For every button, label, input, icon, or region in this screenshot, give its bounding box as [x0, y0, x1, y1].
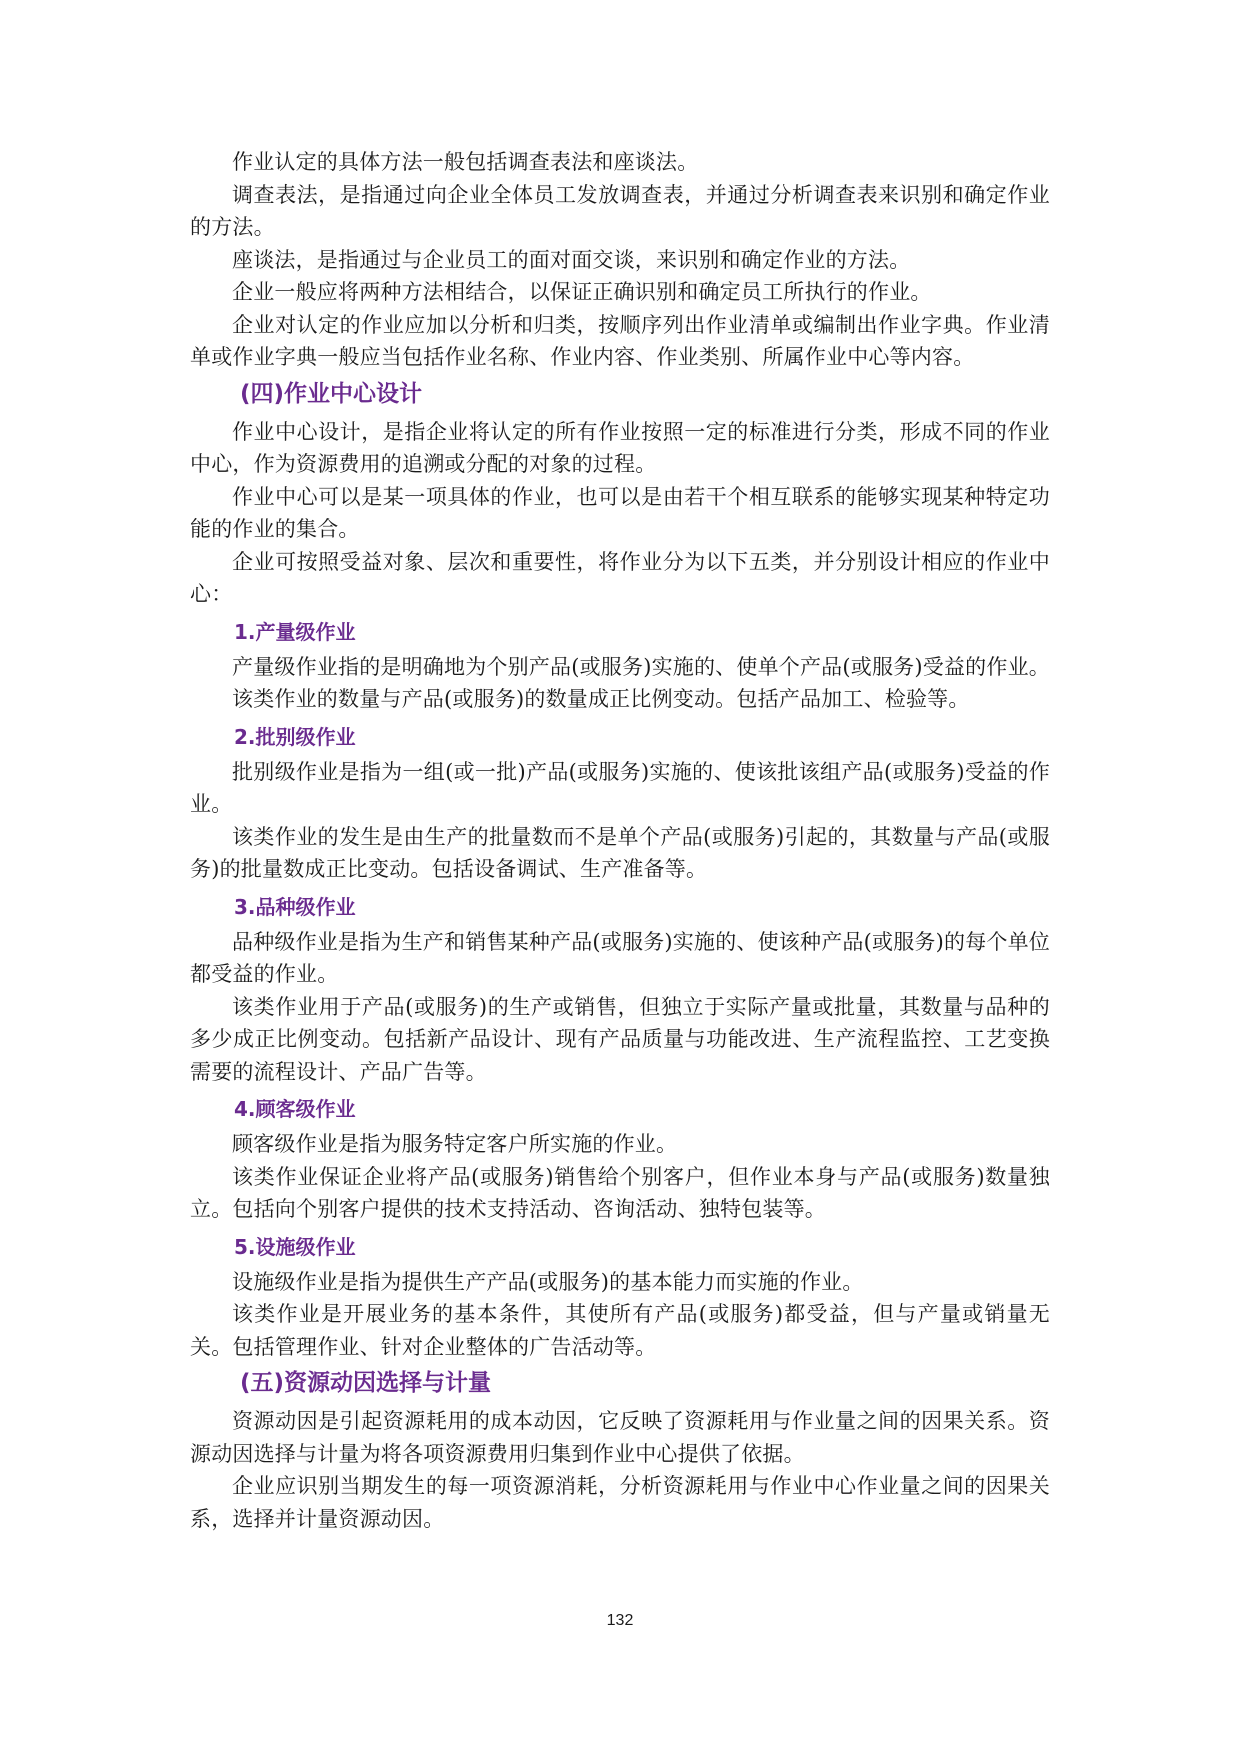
section-heading-activity-center-design: (四)作业中心设计: [240, 380, 423, 407]
subsection-paragraph: 品种级作业是指为生产和销售某种产品(或服务)实施的、使该种产品(或服务)的每个单位都受益的作业。: [190, 929, 1050, 986]
subsection-heading-customer-level: 4.顾客级作业: [234, 1097, 356, 1121]
section-paragraph: 作业中心设计，是指企业将认定的所有作业按照一定的标准进行分类，形成不同的作业中心，作为资源费用的追溯或分配的对象的过程。: [190, 419, 1050, 476]
intro-paragraph: 企业对认定的作业应加以分析和归类，按顺序列出作业清单或编制出作业字典。作业清单或作业字典一般应当包括作业名称、作业内容、作业类别、所属作业中心等内容。: [190, 312, 1050, 369]
section-paragraph: 作业中心可以是某一项具体的作业，也可以是由若干个相互联系的能够实现某种特定功能的作业的集合。: [190, 484, 1050, 541]
page-body: [190, 146, 1050, 1535]
page-number: 132: [606, 1612, 634, 1629]
intro-paragraph: 作业认定的具体方法一般包括调查表法和座谈法。: [232, 150, 699, 174]
subsection-paragraph: 该类作业保证企业将产品(或服务)销售给个别客户，但作业本身与产品(或服务)数量独立。包括向个别客户提供的技术支持活动、咨询活动、独特包装等。: [190, 1164, 1050, 1221]
subsection-paragraph: 该类作业用于产品(或服务)的生产或销售，但独立于实际产量或批量，其数量与品种的多少成正比例变动。包括新产品设计、现有产品质量与功能改进、生产流程监控、工艺变换需要的流程设计、产品广告等。: [190, 994, 1050, 1084]
subsection-paragraph: 该类作业是开展业务的基本条件，其使所有产品(或服务)都受益，但与产量或销量无关。包括管理作业、针对企业整体的广告活动等。: [190, 1302, 1050, 1359]
subsection-paragraph: 顾客级作业是指为服务特定客户所实施的作业。: [232, 1132, 678, 1156]
intro-paragraph: 企业一般应将两种方法相结合，以保证正确识别和确定员工所执行的作业。: [232, 280, 932, 304]
section-paragraph: 资源动因是引起资源耗用的成本动因，它反映了资源耗用与作业量之间的因果关系。资源动因选择与计量为将各项资源费用归集到作业中心提供了依据。: [190, 1409, 1050, 1466]
subsection-heading-batch-level: 2.批别级作业: [234, 724, 356, 749]
subsection-heading-facility-level: 5.设施级作业: [234, 1234, 356, 1259]
subsection-paragraph: 设施级作业是指为提供生产产品(或服务)的基本能力而实施的作业。: [232, 1269, 864, 1294]
intro-paragraph: 调查表法，是指通过向企业全体员工发放调查表，并通过分析调查表来识别和确定作业的方法。: [190, 182, 1050, 239]
subsection-heading-unit-level: 1.产量级作业: [234, 619, 356, 644]
subsection-heading-product-level: 3.品种级作业: [234, 894, 356, 919]
subsection-paragraph: 产量级作业指的是明确地为个别产品(或服务)实施的、使单个产品(或服务)受益的作业。: [232, 654, 1050, 679]
intro-paragraph: 座谈法，是指通过与企业员工的面对面交谈，来识别和确定作业的方法。: [232, 247, 911, 272]
subsection-paragraph: 该类作业的数量与产品(或服务)的数量成正比例变动。包括产品加工、检验等。: [232, 687, 970, 711]
section-paragraph: 企业应识别当期发生的每一项资源消耗，分析资源耗用与作业中心作业量之间的因果关系，选择并计量资源动因。: [190, 1474, 1050, 1531]
subsection-paragraph: 批别级作业是指为一组(或一批)产品(或服务)实施的、使该批该组产品(或服务)受益的作业。: [190, 759, 1050, 816]
section-paragraph: 企业可按照受益对象、层次和重要性，将作业分为以下五类，并分别设计相应的作业中心：: [190, 549, 1050, 606]
section-heading-resource-driver: (五)资源动因选择与计量: [240, 1370, 492, 1396]
subsection-paragraph: 该类作业的发生是由生产的批量数而不是单个产品(或服务)引起的，其数量与产品(或服务)的批量数成正比变动。包括设备调试、生产准备等。: [190, 824, 1050, 881]
